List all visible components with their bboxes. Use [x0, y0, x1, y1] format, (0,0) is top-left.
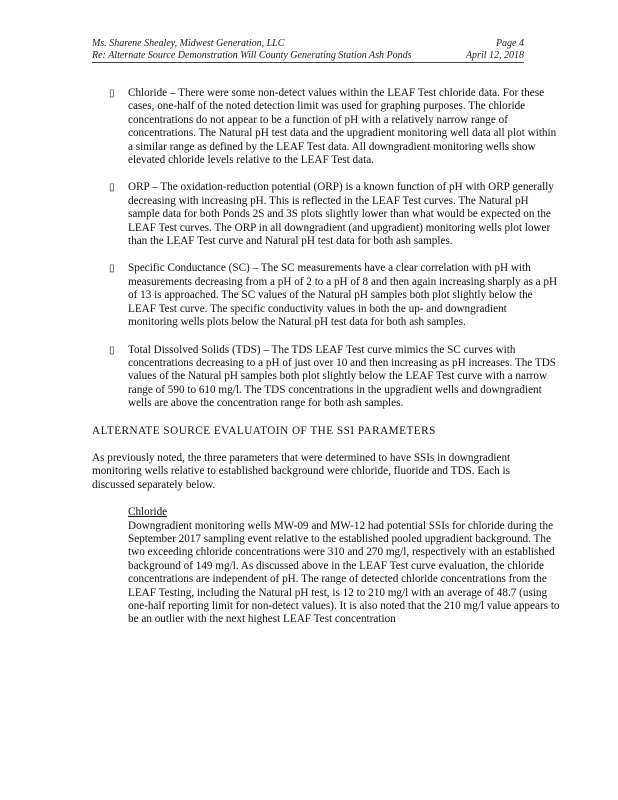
- header-recipient: Ms. Sharene Shealey, Midwest Generation, LLC: [92, 38, 285, 49]
- parameter-bullet-list: [92, 87, 562, 411]
- subsection-text: Downgradient monitoring wells MW-09 and MW-12 had potential SSIs for chloride during the September 2017 sampling event relative to the established pooled upgradient background. The two exceeding chloride concentrations were 310 and 270 mg/l, respectively with an established background of 149 mg/l. As discussed above in the LEAF Test curve evaluation, the chloride concentrations are independent of pH. The range of detected chloride concentrations from the LEAF Testing, including the Natural pH test, is 12 to 210 mg/l with an average of 48.7 (using one-half reporting limit for non-detect values). It is also noted that the 210 mg/l value appears to be an outlier with the next highest LEAF Test concentration: [128, 519, 560, 626]
- bullet-text: Specific Conductance (SC) – The SC measurements have a clear correlation with pH with measurements decreasing from a pH of 2 to a pH of 8 and then again increasing sharply as a pH of 13 is approached. The SC values of the Natural pH samples both plot slightly below the LEAF Test curve. The specific conductivity values in both the up- and downgradient monitoring wells plots below the Natural pH test data for both ash samples.: [128, 262, 558, 329]
- header-divider: [92, 62, 524, 63]
- header-page-number: Page 4: [495, 38, 524, 49]
- bullet-marker-icon: ▯: [109, 88, 115, 99]
- bullet-text: Total Dissolved Solids (TDS) – The TDS LEAF Test curve mimics the SC curves with concentrations decreasing to a pH of just over 10 and then increasing as pH increases. The TDS values of the Natural pH samples both plot slightly below the LEAF Test curve with a narrow range of 590 to 610 mg/l. The TDS concentrations in the upgradient wells and downgradient wells are above the concentration range for both ash samples.: [128, 343, 557, 410]
- bullet-marker-icon: ▯: [109, 344, 115, 356]
- header-date: April 12, 2018: [465, 49, 524, 61]
- bullet-text: Chloride – There were some non-detect values within the LEAF Test chloride data. For these cases, one-half of the noted detection limit was used for graphing purposes. The chloride concentrations do not appear to be a function of pH with a relatively narrow range of concentrations. The Natural pH test data and the upgradient monitoring well data all plot within a similar range as defined by the LEAF Test data. All downgradient monitoring wells show elevated chloride levels relative to the LEAF Test data.: [128, 87, 557, 167]
- header-row-1: [92, 38, 524, 50]
- bullet-marker-icon: ▯: [109, 182, 115, 194]
- bullet-text: ORP – The oxidation-reduction potential (ORP) is a known function of pH with ORP generally decreasing with increasing pH. This is reflected in the LEAF Test curves. The Natural pH sample data for both Ponds 2S and 3S plots slightly lower than what would be expected on the LEAF Test curves. The ORP in all downgradient (and upgradient) monitoring wells plot lower than the LEAF Test curve and Natural pH test data for both ash samples.: [128, 181, 554, 248]
- document-body: [92, 87, 562, 627]
- section-heading: ALTERNATE SOURCE EVALUATOIN OF THE SSI PARAMETERS: [92, 424, 436, 437]
- intro-paragraph: As previously noted, the three parameters that were determined to have SSIs in downgradient monitoring wells relative to established background were chloride, fluoride and TDS. Each is discussed separately below.: [92, 451, 511, 491]
- bullet-orp: [92, 181, 558, 248]
- header-row-2: [92, 50, 524, 62]
- bullet-chloride: [92, 87, 558, 167]
- bullet-specific-conductance: [92, 262, 558, 329]
- subsection-heading: Chloride: [128, 506, 168, 519]
- bullet-tds: [92, 344, 558, 411]
- bullet-marker-icon: ▯: [109, 263, 115, 275]
- letter-header: [92, 38, 524, 61]
- subsection-chloride: [92, 506, 562, 627]
- header-re-line: Re: Alternate Source Demonstration Will County Generating Station Ash Ponds: [92, 49, 412, 61]
